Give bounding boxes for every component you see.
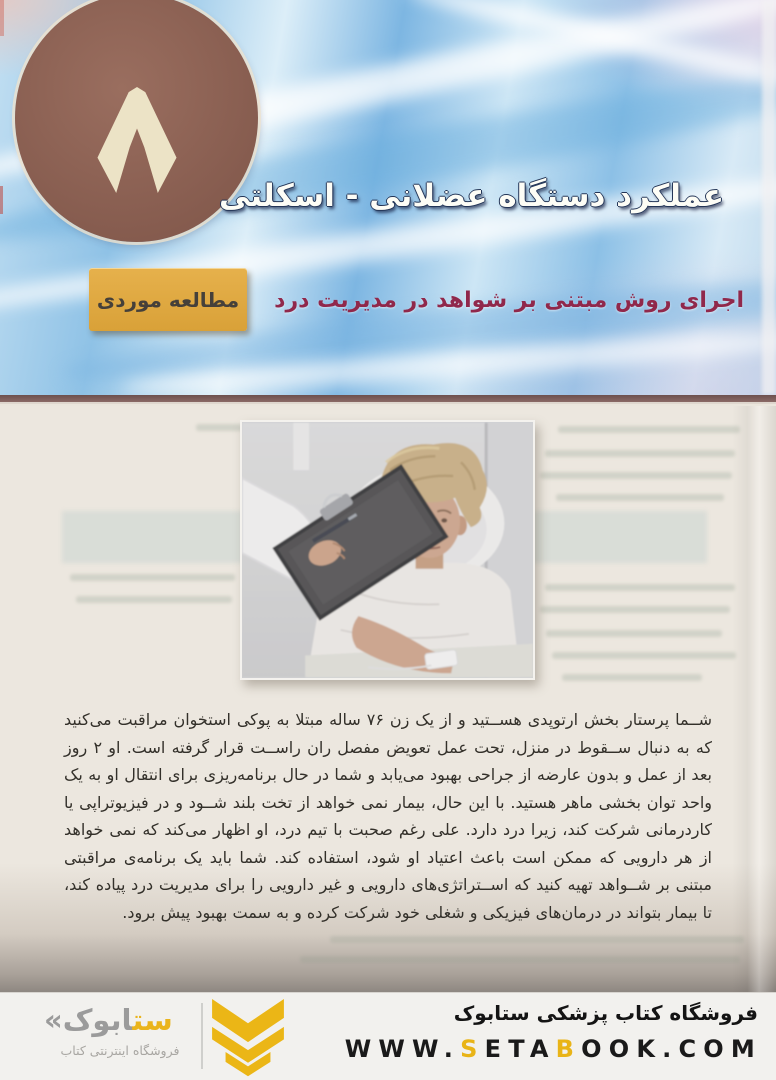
scan-edge-artifact bbox=[0, 0, 4, 36]
url-part-gold: B bbox=[555, 1035, 582, 1063]
bleed-through-line bbox=[300, 956, 740, 963]
bleed-through-line bbox=[562, 674, 702, 681]
logo-divider bbox=[201, 1003, 203, 1069]
case-study-paragraph: شــما پرستار بخش ارتوپدی هســتید و از یک زن ۷۶ ساله مبتلا به پوکی استخوان مراقبت می‌کنید که به دنبال ســقوط در منزل، تحت عمل تعویض مفصل ران راســت قرار گرفته است. او ۲ روز بعد از عمل و بدون عارضه از جراحی بهبود می‌یابد و شما در حال برنامه‌ریزی برای انتقال او به یک واحد توان بخشی ماهر هستید. با این حال، بیمار نمی خواهد از تخت بلند شــود و در فیزیوتراپی یا کاردرمانی شرکت کند، زیرا درد دارد. علی رغم صحبت با تیم درد، او اظهار می‌کند که نمی خواهد از هر دارویی که ممکن است باعث اعتیاد او شود، استفاده کند. شما باید یک برنامه‌ی مراقبتی مبتنی بر شــواهد تهیه کنید که اســتراتژی‌های دارویی و غیر دارویی را برای مدیریت درد پیاده کند، تا بیمار بتواند در درمان‌های فیزیکی و شغلی خود شرکت کرده و به سمت بهبود پیش برود. bbox=[64, 710, 713, 922]
bleed-through-line bbox=[76, 596, 232, 603]
section-divider-bar bbox=[0, 395, 776, 404]
page-curl-shadow bbox=[732, 406, 776, 992]
scan-edge-strip bbox=[762, 0, 776, 395]
photo-illustration bbox=[242, 422, 533, 678]
bleed-through-line bbox=[552, 652, 736, 659]
chapter-title: عملکرد دستگاه عضلانی - اسکلتی bbox=[219, 178, 724, 214]
wordmark-part: ست bbox=[132, 1003, 173, 1037]
bleed-through-line bbox=[558, 426, 740, 433]
chapter-header-banner bbox=[0, 0, 776, 395]
website-url[interactable] bbox=[345, 1035, 762, 1063]
page-surface bbox=[0, 406, 776, 992]
bleed-through-line bbox=[540, 606, 730, 613]
bleed-through-line bbox=[70, 574, 235, 581]
url-part: WWW. bbox=[344, 1035, 461, 1063]
scan-edge-artifact bbox=[0, 186, 3, 214]
case-study-badge: مطالعه موردی bbox=[89, 268, 247, 331]
bleed-through-line bbox=[540, 472, 732, 479]
wordmark-guillemet: « bbox=[44, 1003, 63, 1037]
bleed-through-line bbox=[330, 936, 744, 943]
setabook-wordmark[interactable] bbox=[44, 1003, 196, 1037]
url-part: ETA bbox=[484, 1035, 556, 1063]
url-part-gold: S bbox=[460, 1035, 485, 1063]
wordmark-part: ابوک bbox=[62, 1003, 133, 1037]
bleed-through-line bbox=[556, 494, 724, 501]
patient-photo bbox=[240, 420, 535, 680]
setabook-chevron-icon[interactable] bbox=[212, 999, 284, 1078]
footer-banner bbox=[0, 992, 776, 1080]
bleed-through-line bbox=[545, 450, 735, 457]
logo-tagline: فروشگاه اینترنتی کتاب bbox=[60, 1043, 180, 1058]
bleed-through-line bbox=[546, 630, 722, 637]
store-title: فروشگاه کتاب پزشکی ستابوک bbox=[453, 1001, 758, 1025]
chapter-number-eight-glyph bbox=[85, 82, 189, 198]
url-part: OOK.COM bbox=[581, 1035, 762, 1063]
bleed-through-line bbox=[545, 584, 735, 591]
chapter-subtitle: اجرای روش مبتنی بر شواهد در مدیریت درد bbox=[274, 288, 744, 313]
